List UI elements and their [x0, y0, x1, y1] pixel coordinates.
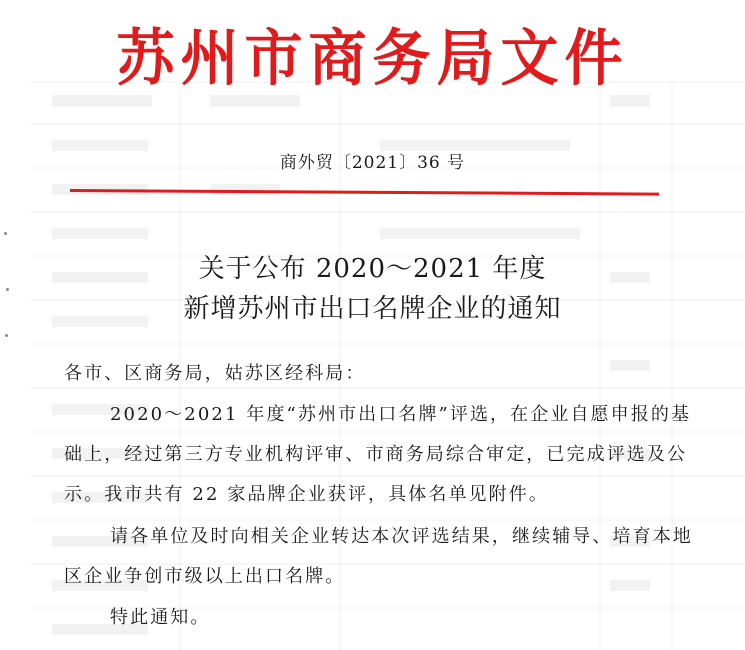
- notice-title-line-2: 新增苏州市出口名牌企业的通知: [183, 294, 562, 324]
- scan-speck: [4, 232, 7, 235]
- document-number: 商外贸〔2021〕36 号: [279, 153, 466, 173]
- scan-speck: [5, 334, 8, 337]
- header-red-rule: [70, 189, 659, 196]
- closing-line: 特此通知。: [110, 607, 211, 628]
- salutation: 各市、区商务局，姑苏区经科局：: [64, 363, 366, 384]
- body-paragraph-1: 2020～2021 年度“苏州市出口名牌”评选，在企业自愿申报的基础上，经过第三方专业机构评审、市商务局综合审定，已完成评选及公示。我市共有 22 家品牌企业获评，具体名单见附件。: [64, 404, 692, 505]
- notice-title-line-1: 关于公布 2020～2021 年度: [198, 254, 547, 284]
- body-paragraph-2: 请各单位及时向相关企业转达本次评选结果，继续辅导、培育本地区企业争创市级以上出口名牌。: [64, 526, 693, 587]
- document-header: 苏州市商务局文件: [116, 22, 629, 94]
